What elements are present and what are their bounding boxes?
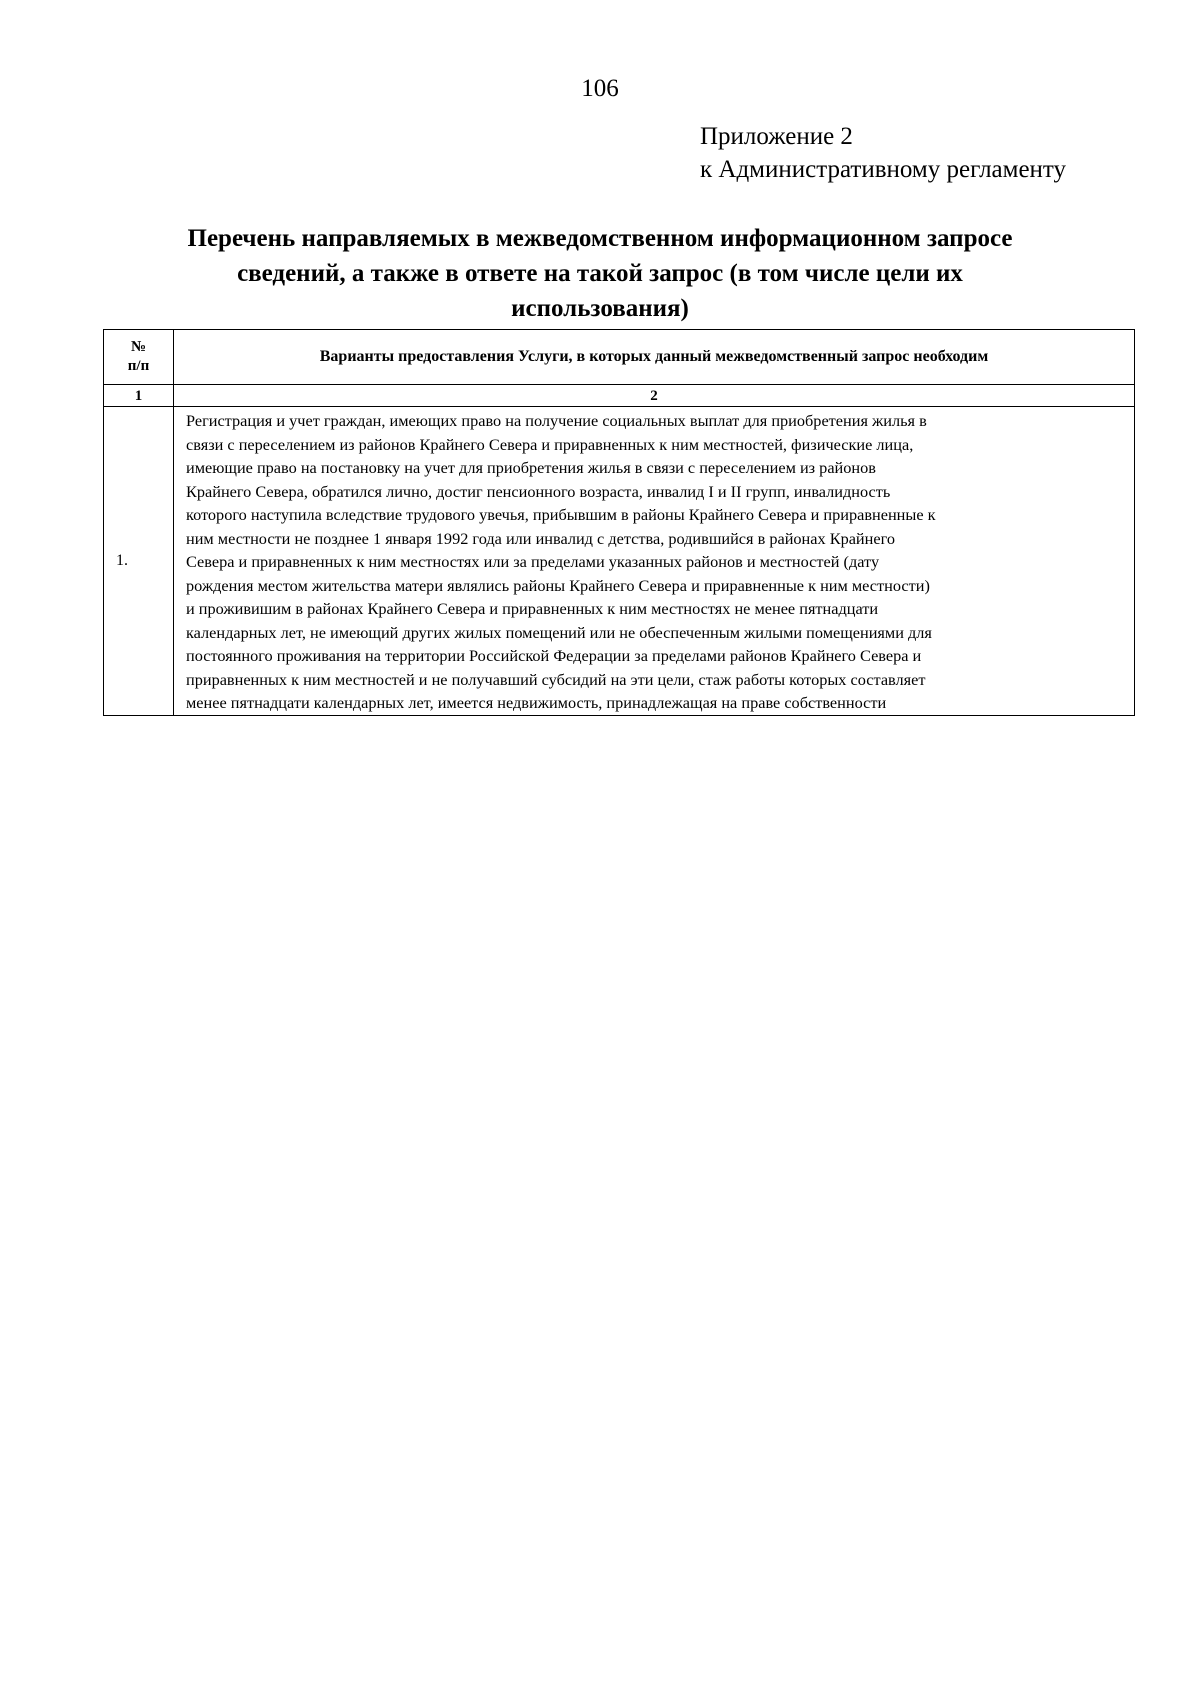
row-text-line: имеющие право на постановку на учет для приобретения жилья в связи с переселением из районов bbox=[186, 458, 876, 477]
title-line-3: использования) bbox=[511, 295, 689, 322]
annex-reference bbox=[700, 120, 1066, 186]
header-description-cell: Варианты предоставления Услуги, в которых данный межведомственный запрос необходим bbox=[174, 330, 1135, 385]
document-title bbox=[130, 221, 1070, 326]
row-text-line: ним местности не позднее 1 января 1992 года или инвалид с детства, родившийся в районах Крайнего bbox=[186, 528, 895, 548]
row-text-line: которого наступила вследствие трудового увечья, прибывшим в районы Крайнего Севера и приравненные к bbox=[186, 505, 936, 524]
row-text-line: менее пятнадцати календарных лет, имеется недвижимость, принадлежащая на праве собственности bbox=[186, 693, 887, 712]
header-number-abbr: п/п bbox=[127, 358, 150, 374]
row-text-line: приравненных к ним местностей и не получавший субсидий на эти цели, стаж работы которых составляет bbox=[186, 669, 926, 689]
header-number-cell bbox=[104, 330, 174, 385]
table-row bbox=[104, 407, 1135, 716]
column-index-row bbox=[104, 385, 1135, 407]
row-text-line: Севера и приравненных к ним местностях или за пределами указанных районов и местностей (дату bbox=[186, 552, 880, 571]
row-text-line: Регистрация и учет граждан, имеющих право на получение социальных выплат для приобретения жилья в bbox=[186, 411, 927, 430]
table-header-row bbox=[104, 330, 1135, 385]
column-index-2: 2 bbox=[174, 385, 1135, 407]
row-description bbox=[174, 407, 1135, 716]
page-number: 106 bbox=[581, 75, 619, 102]
annex-line-1: Приложение 2 bbox=[700, 123, 853, 150]
row-number: 1. bbox=[104, 407, 174, 716]
row-text-line: постоянного проживания на территории Российской Федерации за пределами районов Крайнего Севера и bbox=[186, 646, 922, 665]
title-line-2: сведений, а также в ответе на такой запрос (в том числе цели их bbox=[237, 260, 963, 287]
annex-line-2: к Административному регламенту bbox=[700, 156, 1067, 183]
row-text-line: рождения местом жительства матери являлись районы Крайнего Севера и приравненные к ним местности) bbox=[186, 575, 930, 595]
header-number-sign: № bbox=[130, 339, 147, 355]
row-text-line: календарных лет, не имеющий других жилых помещений или не обеспеченным жилыми помещениями для bbox=[186, 622, 932, 642]
column-index-1: 1 bbox=[104, 385, 174, 407]
row-text-line: Крайнего Севера, обратился лично, достиг пенсионного возраста, инвалид I и II групп, инвалидность bbox=[186, 481, 891, 501]
requests-table bbox=[103, 329, 1135, 716]
title-line-1: Перечень направляемых в межведомственном информационном запросе bbox=[187, 225, 1013, 252]
row-text-line: и проживишим в районах Крайнего Севера и приравненных к ним местностях не менее пятнадцати bbox=[186, 599, 879, 618]
row-text-line: связи с переселением из районов Крайнего Севера и приравненных к ним местностей, физические лица, bbox=[186, 434, 914, 454]
